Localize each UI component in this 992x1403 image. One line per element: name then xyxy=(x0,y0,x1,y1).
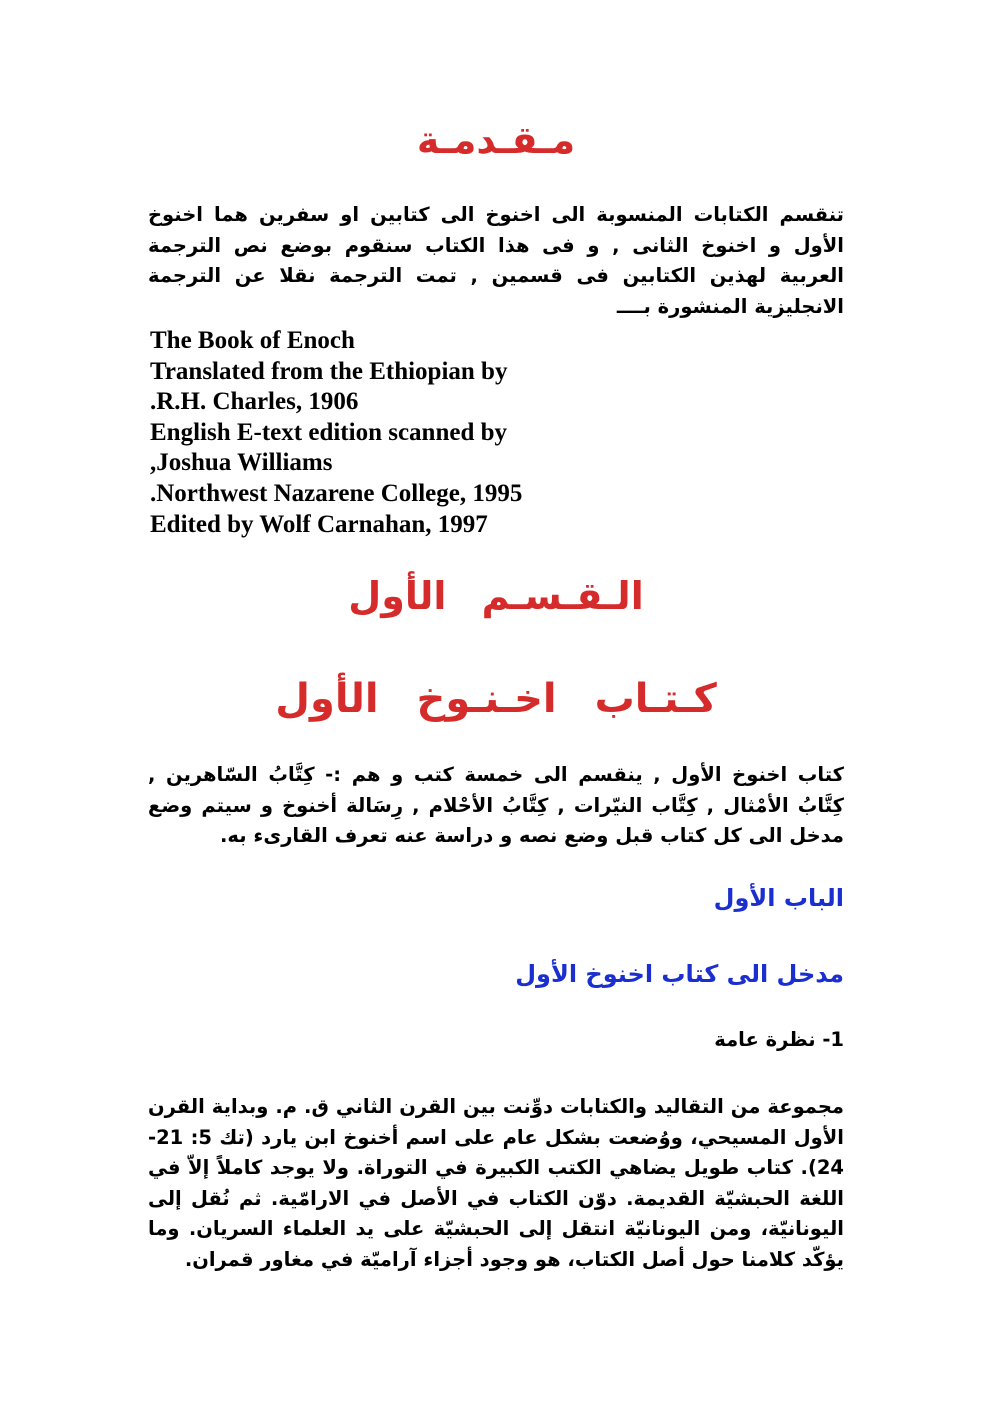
source-line: .Northwest Nazarene College, 1995 xyxy=(150,479,523,507)
book-title: كـتـاب اخـنـوخ الأول xyxy=(275,676,717,722)
source-citation xyxy=(150,326,670,540)
book-paragraph: كتاب اخنوخ الأول , ينقسم الى خمسة كتب و هم :- كِتَّابُ السّاهرين , كِتَّابُ الأمْثال , كِتَّاب النيّرات , كِتَّابُ الأحْلام , رِسَالة أخنوخ و سيتم وضع مدخل الى كل كتاب قبل وضع نصه و دراسة عنه تعرف القارىء به. xyxy=(148,763,844,847)
intro-paragraph: تنقسم الكتابات المنسوبة الى اخنوخ الى كتابين او سفرين هما اخنوخ الأول و اخنوخ الثانى , و فى هذا الكتاب سنقوم بوضع نص الترجمة العربية لهذين الكتابين فى قسمين , تمت الترجمة نقلا عن الترجمة الانجليزية المنشورة بــــ xyxy=(148,203,844,318)
source-line: ,Joshua Williams xyxy=(150,449,333,477)
source-line: .R.H. Charles, 1906 xyxy=(150,388,359,416)
source-line: Translated from the Ethiopian by xyxy=(150,357,508,385)
source-line: Edited by Wolf Carnahan, 1997 xyxy=(150,510,488,538)
source-line: English E-text edition scanned by xyxy=(150,418,508,446)
intro-title: مـقـدمـة xyxy=(416,118,576,162)
chapter-intro-heading: مدخل الى كتاب اخنوخ الأول xyxy=(515,960,844,988)
overview-paragraph: مجموعة من التقاليد والكتابات دوِّنت بين القرن الثاني ق. م. وبداية القرن الأول المسيحي، ووُضعت بشكل عام على اسم أخنوخ ابن يارد (تك 5: 21- 24). كتاب طويل يضاهي الكتب الكبيرة في التوراة. ولا يوجد كاملاً إلاّ في اللغة الحبشيّة القديمة. دوّن الكتاب في الأصل في الارامّية. ثم نُقل إلى اليونانيّة، ومن اليونانيّة انتقل إلى الحبشيّة على يد العلماء السريان. وما يؤكّد كلامنا حول أصل الكتاب، هو وجود أجزاء آراميّة في مغاور قمران. xyxy=(148,1095,844,1271)
overview-subheading: 1- نظرة عامة xyxy=(714,1028,844,1051)
chapter-heading: الباب الأول xyxy=(713,884,844,912)
source-line: The Book of Enoch xyxy=(150,327,355,354)
part-title: الـقـسـم الأول xyxy=(348,574,644,618)
